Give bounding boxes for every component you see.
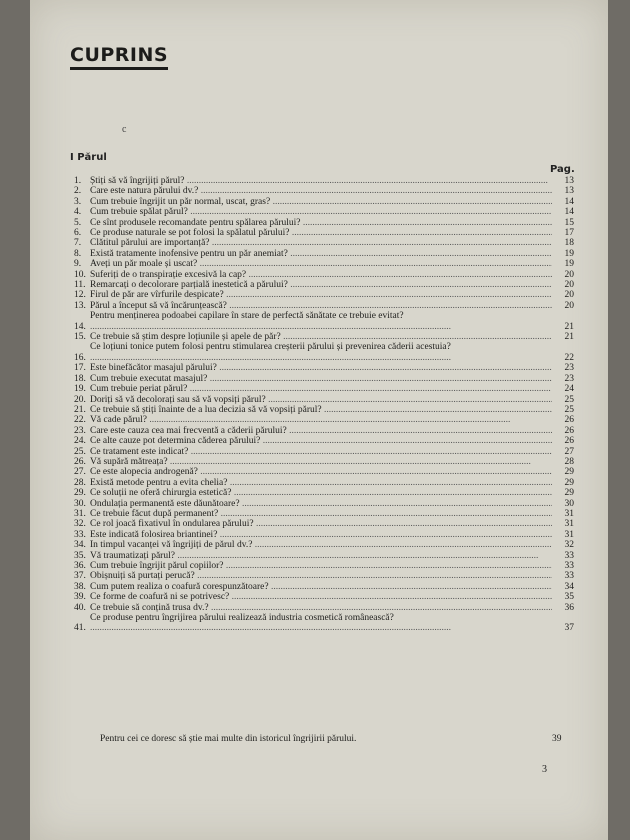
toc-entry-page: 13 (564, 176, 574, 186)
toc-entry-page: 33 (564, 571, 574, 582)
toc-entry-page: 35 (564, 592, 574, 603)
page-column-header: Pag. (550, 164, 575, 175)
toc-entry-number: 26. (74, 456, 86, 467)
toc-entry-page: 31 (564, 529, 574, 540)
toc-entry-number: 12. (74, 290, 86, 301)
toc-entry-page: 14 (564, 207, 574, 218)
toc-entry-number: 32. (74, 519, 86, 530)
table-of-contents (74, 176, 574, 634)
toc-entry (74, 530, 574, 540)
toc-entry (74, 405, 574, 415)
toc-entry-number: 35. (74, 550, 86, 561)
toc-entry-text: Este indicată folosirea briantinei? ..... (90, 530, 552, 540)
toc-entry (74, 415, 574, 425)
toc-entry-page: 21 (564, 321, 574, 332)
toc-entry-text: În timpul vacanței vă îngrijiți de părul dv.? ..... (90, 540, 552, 550)
toc-entry-page: 28 (564, 456, 574, 467)
toc-entry (74, 259, 574, 269)
toc-entry-text: Care este cauza cea mai frecventă a căderii părului? ..... (90, 426, 552, 436)
toc-entry-text: Știți să vă îngrijiți părul? ..... (90, 176, 552, 186)
toc-entry (74, 342, 574, 363)
toc-entry-page: 21 (564, 332, 574, 343)
toc-entry-number: 41. (74, 623, 86, 634)
toc-entry (74, 311, 574, 332)
toc-entry (74, 186, 574, 196)
toc-entry-page: 31 (564, 508, 574, 519)
toc-entry-number: 34. (74, 540, 86, 551)
book-page (30, 0, 608, 840)
page-number: 3 (542, 764, 547, 775)
toc-entry (74, 332, 574, 342)
toc-entry-number: 22. (74, 415, 86, 426)
toc-entry-text: Ce trebuie să conțină trusa dv.? ..... (90, 603, 552, 613)
toc-entry-page: 33 (564, 561, 574, 571)
toc-entry-number: 2. (74, 186, 82, 197)
toc-entry-text: Cum putem realiza o coafură corespunzătoare? ..... (90, 582, 552, 592)
toc-entry-page: 26 (564, 415, 574, 426)
toc-entry-page: 22 (564, 352, 574, 363)
toc-entry-page: 20 (564, 290, 574, 301)
toc-entry-page: 20 (564, 269, 574, 280)
toc-entry-number: 8. (74, 248, 82, 259)
toc-entry-number: 15. (74, 332, 86, 343)
toc-entry (74, 499, 574, 509)
toc-entry-text: Clătitul părului are importanță? ..... (90, 238, 552, 248)
toc-entry-number: 4. (74, 207, 82, 218)
toc-entry-text: Vă cade părul? ..... (90, 415, 552, 425)
toc-entry-number: 36. (74, 561, 86, 571)
toc-entry (74, 571, 574, 581)
toc-entry (74, 228, 574, 238)
toc-entry-page: 30 (564, 498, 574, 509)
toc-entry-number: 39. (74, 592, 86, 603)
toc-entry-number: 37. (74, 571, 86, 582)
toc-entry-page: 31 (564, 519, 574, 530)
toc-entry (74, 478, 574, 488)
toc-entry-page: 24 (564, 384, 574, 395)
toc-entry-text: Ce rol joacă fixativul în ondularea părului? ..... (90, 519, 552, 529)
toc-entry-page: 23 (564, 373, 574, 384)
toc-entry (74, 280, 574, 290)
toc-entry-page: 32 (564, 540, 574, 551)
toc-entry-text: Ce sînt produsele recomandate pentru spălarea părului? ..... (90, 218, 552, 228)
toc-entry-page: 19 (564, 248, 574, 259)
toc-entry-page: 29 (564, 467, 574, 478)
toc-entry-number: 16. (74, 352, 86, 363)
toc-entry-number: 25. (74, 446, 86, 457)
toc-entry-page: 14 (564, 196, 574, 207)
toc-entry-text: Cum trebuie îngrijit părul copiilor? ..... (90, 561, 552, 571)
toc-entry-text: Cum trebuie periat părul? ..... (90, 384, 552, 394)
toc-entry (74, 395, 574, 405)
toc-entry (74, 509, 574, 519)
toc-entry-text: Ce forme de coafură ni se potrivesc? ..... (90, 592, 552, 602)
toc-entry (74, 436, 574, 446)
toc-entry-text: Cum trebuie spălat părul? ..... (90, 207, 552, 217)
toc-entry-text: Ce trebuie să știți înainte de a lua decizia să vă vopsiți părul? ..... (90, 405, 552, 415)
toc-entry-page: 19 (564, 259, 574, 270)
toc-entry-number: 29. (74, 488, 86, 499)
toc-entry-page: 20 (564, 280, 574, 291)
toc-entry-text: Ondulația permanentă este dăunătoare? ..... (90, 499, 552, 509)
toc-entry-number: 3. (74, 196, 82, 207)
stray-mark: c (122, 124, 127, 135)
toc-entry-text: Este binefăcător masajul părului? ..... (90, 363, 552, 373)
toc-entry-number: 31. (74, 508, 86, 519)
toc-entry (74, 467, 574, 477)
toc-entry (74, 301, 574, 311)
toc-entry-number: 10. (74, 269, 86, 280)
toc-entry-text: Există tratamente inofensive pentru un păr anemiat? ..... (90, 249, 552, 259)
toc-entry-text: Suferiți de o transpirație excesivă la cap? ..... (90, 270, 552, 280)
toc-entry-number: 40. (74, 602, 86, 613)
toc-entry-text: Doriți să vă decolorați sau să vă vopsiți părul? ..... (90, 395, 552, 405)
toc-entry-number: 17. (74, 363, 86, 374)
toc-entry-page: 25 (564, 404, 574, 415)
toc-entry-text: Ce produse naturale se pot folosi la spălatul părului? ..... (90, 228, 552, 238)
toc-entry (74, 238, 574, 248)
toc-entry (74, 207, 574, 217)
toc-entry (74, 457, 574, 467)
toc-entry-text: Ce tratament este indicat? ..... (90, 447, 552, 457)
toc-entry-number: 30. (74, 498, 86, 509)
toc-entry-text: Cum trebuie îngrijit un păr normal, uscat, gras? ..... (90, 197, 552, 207)
toc-entry-number: 9. (74, 259, 82, 270)
page-title: CUPRINS (70, 44, 168, 70)
toc-entry-page: 23 (564, 363, 574, 374)
toc-entry (74, 197, 574, 207)
toc-entry-page: 26 (564, 436, 574, 447)
toc-entry (74, 551, 574, 561)
toc-entry (74, 592, 574, 602)
toc-entry-number: 33. (74, 529, 86, 540)
toc-entry-number: 21. (74, 404, 86, 415)
toc-entry-number: 38. (74, 581, 86, 592)
toc-entry (74, 519, 574, 529)
toc-entry-number: 7. (74, 238, 82, 249)
toc-entry (74, 249, 574, 259)
toc-entry-text: Părul a început să vă încărunțească? ..... (90, 301, 552, 311)
toc-entry-text: Obișnuiți să purtați perucă? ..... (90, 571, 552, 581)
toc-entry-number: 11. (74, 280, 86, 291)
toc-entry-text: Firul de păr are vîrfurile despicate? ..... (90, 290, 552, 300)
toc-entry (74, 270, 574, 280)
toc-entry-number: 18. (74, 373, 86, 384)
toc-entry-page: 29 (564, 488, 574, 499)
toc-entry-text: Ce trebuie făcut după permanent? ..... (90, 509, 552, 519)
toc-entry (74, 176, 574, 186)
toc-entry (74, 561, 574, 571)
toc-entry-text: Pentru menținerea podoabei capilare în stare de perfectă sănătate ce trebuie evitat? ..... (90, 311, 552, 332)
toc-entry-text: Ce produse pentru îngrijirea părului realizează industria cosmetică românească? ..... (90, 613, 552, 634)
toc-entry-text: Ce este alopecia androgenă? ..... (90, 467, 552, 477)
toc-entry-page: 33 (564, 550, 574, 561)
toc-entry-number: 20. (74, 394, 86, 405)
toc-entry-page: 17 (564, 228, 574, 239)
toc-entry-text: Aveți un păr moale și uscat? ..... (90, 259, 552, 269)
toc-entry (74, 426, 574, 436)
toc-entry-text: Care este natura părului dv.? ..... (90, 186, 552, 196)
toc-entry (74, 540, 574, 550)
toc-entry-page: 37 (564, 623, 574, 634)
toc-entry (74, 374, 574, 384)
toc-entry (74, 363, 574, 373)
toc-entry-text: Vă traumatizați părul? ..... (90, 551, 552, 561)
toc-entry-page: 25 (564, 394, 574, 405)
toc-entry-page: 15 (564, 217, 574, 228)
toc-entry-number: 14. (74, 321, 86, 332)
toc-entry-number: 28. (74, 477, 86, 488)
toc-entry-text: Ce alte cauze pot determina căderea părului? ..... (90, 436, 552, 446)
final-entry-text: Pentru cei ce doresc să știe mai multe din istoricul îngrijirii părului. (100, 734, 357, 744)
toc-entry-page: 27 (564, 446, 574, 457)
toc-entry (74, 384, 574, 394)
toc-entry-page: 34 (564, 581, 574, 592)
toc-entry-text: Cum trebuie executat masajul? ..... (90, 374, 552, 384)
toc-entry (74, 488, 574, 498)
toc-entry-text: Ce loțiuni tonice putem folosi pentru stimularea creșterii părului și prevenirea căderii acestuia? ..... (90, 342, 552, 363)
section-title: I Părul (70, 152, 107, 163)
toc-entry (74, 218, 574, 228)
toc-entry (74, 582, 574, 592)
toc-entry-page: 26 (564, 425, 574, 436)
toc-entry-number: 1. (74, 176, 82, 186)
toc-entry-text: Vă supără mătreața? ..... (90, 457, 552, 467)
toc-entry-text: Există metode pentru a evita chelia? ..... (90, 478, 552, 488)
toc-entry-number: 5. (74, 217, 82, 228)
toc-entry-text: Remarcați o decolorare parțială inestetică a părului? ..... (90, 280, 552, 290)
toc-entry-page: 36 (564, 602, 574, 613)
toc-entry-number: 19. (74, 384, 86, 395)
toc-entry-page: 29 (564, 477, 574, 488)
toc-entry-page: 20 (564, 300, 574, 311)
toc-entry-number: 6. (74, 228, 82, 239)
toc-entry (74, 603, 574, 613)
final-entry-page: 39 (552, 734, 562, 744)
toc-entry-text: Ce soluții ne oferă chirurgia estetică? ..... (90, 488, 552, 498)
toc-entry-number: 27. (74, 467, 86, 478)
toc-entry-number: 24. (74, 436, 86, 447)
toc-entry-number: 13. (74, 300, 86, 311)
toc-entry (74, 613, 574, 634)
toc-entry-page: 18 (564, 238, 574, 249)
toc-entry-text: Ce trebuie să știm despre loțiunile și apele de păr? ..... (90, 332, 552, 342)
toc-entry (74, 290, 574, 300)
toc-entry-number: 23. (74, 425, 86, 436)
toc-entry-page: 13 (564, 186, 574, 197)
toc-entry (74, 447, 574, 457)
